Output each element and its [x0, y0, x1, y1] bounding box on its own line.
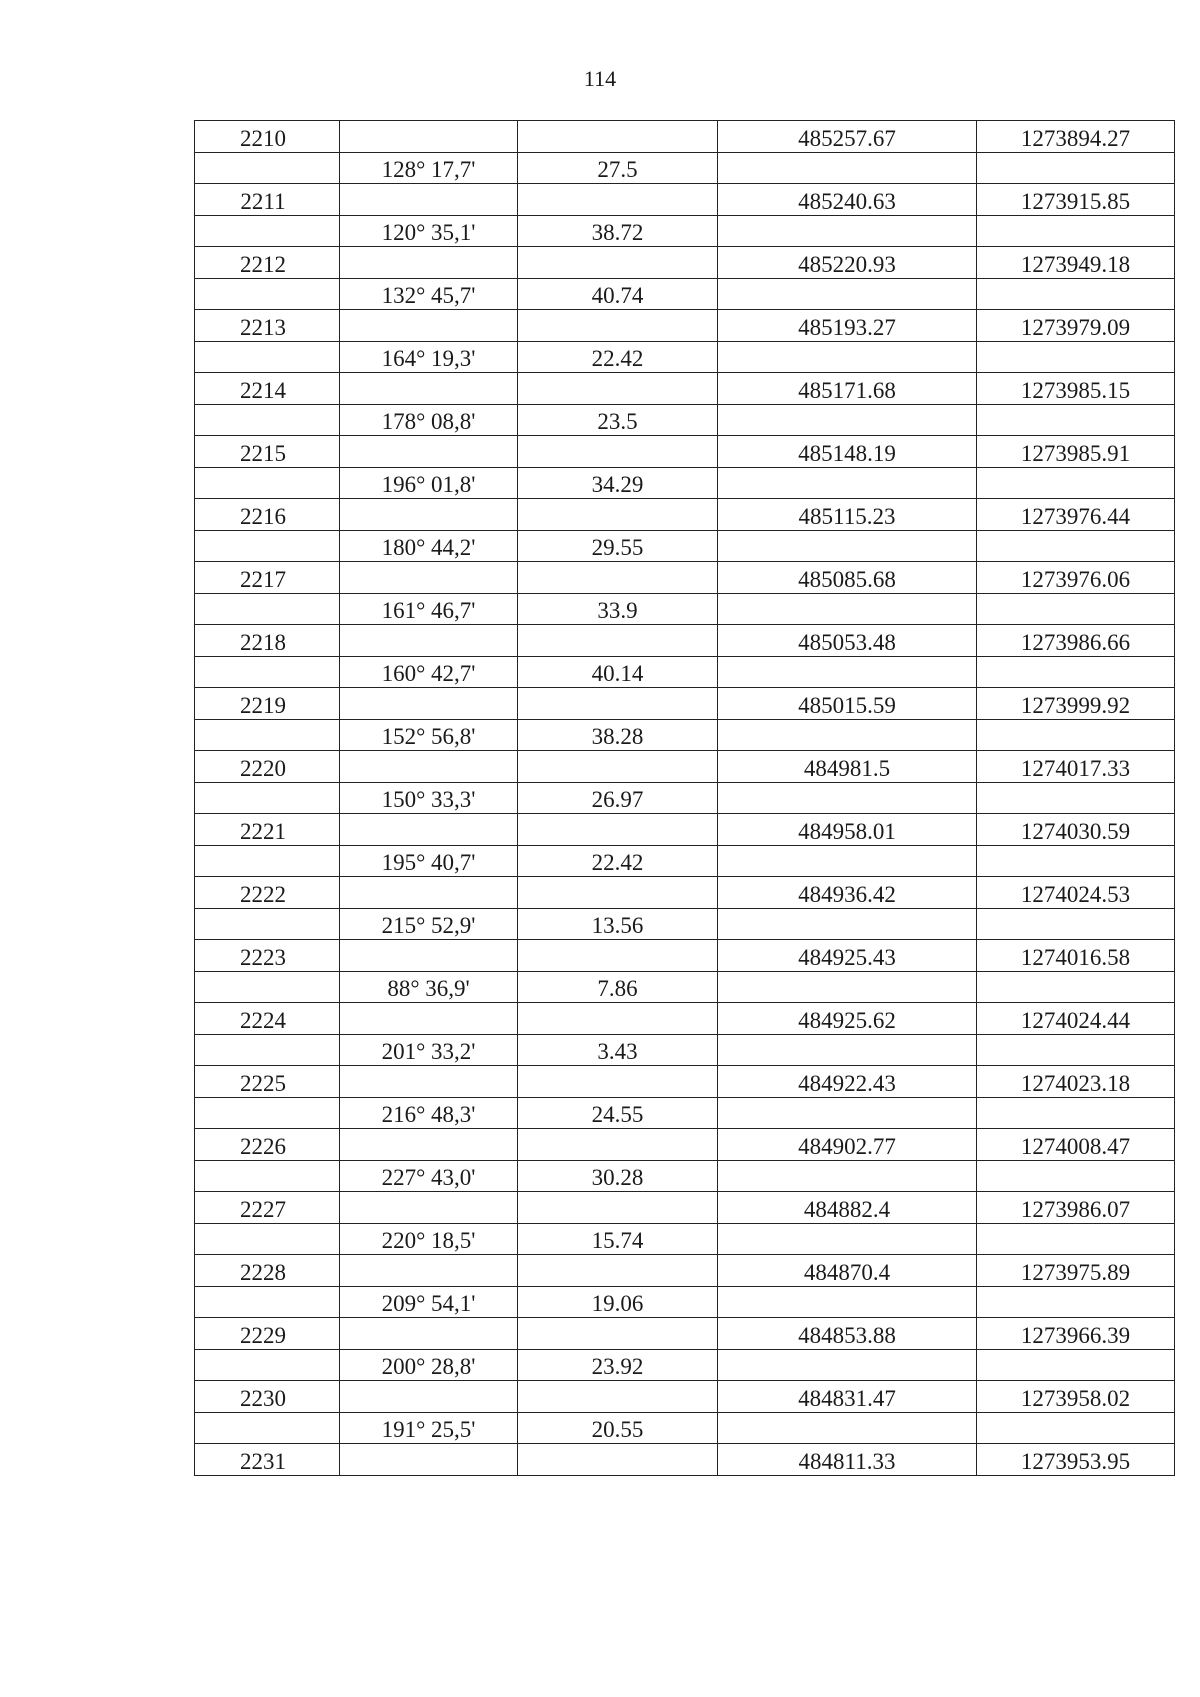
y-coordinate-cell: 1273966.39 [977, 1318, 1175, 1350]
point-number-cell: 2224 [195, 1003, 340, 1035]
x-coordinate-cell [718, 341, 977, 373]
y-coordinate-cell [977, 1034, 1175, 1066]
line-length-cell: 23.5 [518, 404, 718, 436]
x-coordinate-cell [718, 215, 977, 247]
line-length-cell: 22.42 [518, 341, 718, 373]
direction-angle-cell: 201° 33,2' [340, 1034, 518, 1066]
y-coordinate-cell [977, 782, 1175, 814]
y-coordinate-cell: 1273985.91 [977, 436, 1175, 468]
x-coordinate-cell [718, 467, 977, 499]
line-length-cell [518, 814, 718, 846]
x-coordinate-cell [718, 593, 977, 625]
line-length-cell [518, 121, 718, 153]
line-length-cell: 30.28 [518, 1160, 718, 1192]
x-coordinate-cell: 485193.27 [718, 310, 977, 342]
point-number-cell: 2219 [195, 688, 340, 720]
direction-angle-cell: 164° 19,3' [340, 341, 518, 373]
y-coordinate-cell: 1273953.95 [977, 1444, 1175, 1476]
x-coordinate-cell [718, 1034, 977, 1066]
point-row [195, 562, 1175, 594]
x-coordinate-cell: 485171.68 [718, 373, 977, 405]
x-coordinate-cell: 485053.48 [718, 625, 977, 657]
line-length-cell [518, 688, 718, 720]
point-number-cell: 2226 [195, 1129, 340, 1161]
point-number-cell [195, 908, 340, 940]
direction-angle-cell: 178° 08,8' [340, 404, 518, 436]
y-coordinate-cell [977, 908, 1175, 940]
point-row [195, 310, 1175, 342]
line-length-cell: 26.97 [518, 782, 718, 814]
direction-angle-cell [340, 1255, 518, 1287]
point-number-cell: 2223 [195, 940, 340, 972]
point-number-cell: 2217 [195, 562, 340, 594]
point-number-cell: 2216 [195, 499, 340, 531]
direction-angle-cell: 195° 40,7' [340, 845, 518, 877]
direction-angle-cell [340, 562, 518, 594]
y-coordinate-cell [977, 719, 1175, 751]
direction-angle-cell: 200° 28,8' [340, 1349, 518, 1381]
point-row [195, 436, 1175, 468]
line-length-cell: 38.72 [518, 215, 718, 247]
point-number-cell [195, 782, 340, 814]
point-number-cell: 2230 [195, 1381, 340, 1413]
point-row [195, 1003, 1175, 1035]
line-length-cell [518, 562, 718, 594]
line-length-cell [518, 1192, 718, 1224]
x-coordinate-cell: 484925.43 [718, 940, 977, 972]
coordinates-table-body [195, 121, 1175, 1476]
point-number-cell [195, 971, 340, 1003]
direction-angle-cell: 128° 17,7' [340, 152, 518, 184]
direction-angle-cell [340, 1381, 518, 1413]
y-coordinate-cell [977, 1223, 1175, 1255]
y-coordinate-cell: 1274024.44 [977, 1003, 1175, 1035]
point-number-cell [195, 152, 340, 184]
y-coordinate-cell: 1273979.09 [977, 310, 1175, 342]
line-length-cell: 34.29 [518, 467, 718, 499]
point-number-cell: 2213 [195, 310, 340, 342]
line-length-cell [518, 499, 718, 531]
direction-angle-cell [340, 184, 518, 216]
y-coordinate-cell: 1273976.06 [977, 562, 1175, 594]
point-number-cell: 2221 [195, 814, 340, 846]
point-number-cell [195, 1349, 340, 1381]
segment-row [195, 467, 1175, 499]
direction-angle-cell [340, 877, 518, 909]
line-length-cell [518, 1066, 718, 1098]
y-coordinate-cell: 1274017.33 [977, 751, 1175, 783]
line-length-cell [518, 1003, 718, 1035]
point-number-cell: 2210 [195, 121, 340, 153]
segment-row [195, 530, 1175, 562]
segment-row [195, 1097, 1175, 1129]
line-length-cell [518, 247, 718, 279]
y-coordinate-cell: 1273999.92 [977, 688, 1175, 720]
y-coordinate-cell: 1273915.85 [977, 184, 1175, 216]
x-coordinate-cell: 484981.5 [718, 751, 977, 783]
segment-row [195, 152, 1175, 184]
x-coordinate-cell: 484811.33 [718, 1444, 977, 1476]
y-coordinate-cell [977, 971, 1175, 1003]
y-coordinate-cell [977, 341, 1175, 373]
line-length-cell [518, 1381, 718, 1413]
y-coordinate-cell [977, 1160, 1175, 1192]
segment-row [195, 971, 1175, 1003]
point-number-cell: 2215 [195, 436, 340, 468]
direction-angle-cell: 180° 44,2' [340, 530, 518, 562]
point-row [195, 625, 1175, 657]
segment-row [195, 719, 1175, 751]
y-coordinate-cell: 1274008.47 [977, 1129, 1175, 1161]
direction-angle-cell [340, 1192, 518, 1224]
point-number-cell [195, 1034, 340, 1066]
direction-angle-cell: 191° 25,5' [340, 1412, 518, 1444]
line-length-cell [518, 625, 718, 657]
point-row [195, 121, 1175, 153]
line-length-cell [518, 1129, 718, 1161]
point-row [195, 688, 1175, 720]
x-coordinate-cell [718, 152, 977, 184]
direction-angle-cell [340, 751, 518, 783]
line-length-cell [518, 373, 718, 405]
x-coordinate-cell: 484902.77 [718, 1129, 977, 1161]
direction-angle-cell [340, 310, 518, 342]
direction-angle-cell [340, 1066, 518, 1098]
segment-row [195, 341, 1175, 373]
point-number-cell: 2228 [195, 1255, 340, 1287]
point-number-cell [195, 215, 340, 247]
point-number-cell [195, 656, 340, 688]
direction-angle-cell: 132° 45,7' [340, 278, 518, 310]
x-coordinate-cell [718, 782, 977, 814]
direction-angle-cell [340, 1444, 518, 1476]
x-coordinate-cell: 484831.47 [718, 1381, 977, 1413]
direction-angle-cell [340, 1003, 518, 1035]
x-coordinate-cell: 485220.93 [718, 247, 977, 279]
y-coordinate-cell [977, 278, 1175, 310]
point-row [195, 373, 1175, 405]
point-row [195, 751, 1175, 783]
y-coordinate-cell: 1274024.53 [977, 877, 1175, 909]
line-length-cell: 20.55 [518, 1412, 718, 1444]
x-coordinate-cell [718, 971, 977, 1003]
point-number-cell [195, 341, 340, 373]
line-length-cell: 3.43 [518, 1034, 718, 1066]
point-row [195, 1066, 1175, 1098]
point-number-cell: 2218 [195, 625, 340, 657]
line-length-cell [518, 1255, 718, 1287]
segment-row [195, 1412, 1175, 1444]
line-length-cell: 22.42 [518, 845, 718, 877]
y-coordinate-cell [977, 1286, 1175, 1318]
point-number-cell: 2225 [195, 1066, 340, 1098]
segment-row [195, 656, 1175, 688]
y-coordinate-cell: 1273985.15 [977, 373, 1175, 405]
x-coordinate-cell: 484936.42 [718, 877, 977, 909]
y-coordinate-cell: 1273976.44 [977, 499, 1175, 531]
y-coordinate-cell: 1274023.18 [977, 1066, 1175, 1098]
direction-angle-cell [340, 814, 518, 846]
segment-row [195, 278, 1175, 310]
y-coordinate-cell: 1273958.02 [977, 1381, 1175, 1413]
x-coordinate-cell [718, 719, 977, 751]
direction-angle-cell [340, 247, 518, 279]
line-length-cell: 19.06 [518, 1286, 718, 1318]
x-coordinate-cell: 485257.67 [718, 121, 977, 153]
x-coordinate-cell: 485148.19 [718, 436, 977, 468]
x-coordinate-cell [718, 845, 977, 877]
x-coordinate-cell: 484922.43 [718, 1066, 977, 1098]
direction-angle-cell: 88° 36,9' [340, 971, 518, 1003]
point-row [195, 1444, 1175, 1476]
point-row [195, 814, 1175, 846]
y-coordinate-cell [977, 1097, 1175, 1129]
point-row [195, 247, 1175, 279]
line-length-cell: 7.86 [518, 971, 718, 1003]
x-coordinate-cell: 484853.88 [718, 1318, 977, 1350]
line-length-cell: 29.55 [518, 530, 718, 562]
y-coordinate-cell [977, 530, 1175, 562]
point-number-cell [195, 278, 340, 310]
point-row [195, 184, 1175, 216]
direction-angle-cell: 120° 35,1' [340, 215, 518, 247]
segment-row [195, 782, 1175, 814]
point-row [195, 1381, 1175, 1413]
line-length-cell [518, 184, 718, 216]
y-coordinate-cell: 1273986.66 [977, 625, 1175, 657]
direction-angle-cell [340, 436, 518, 468]
point-row [195, 499, 1175, 531]
line-length-cell: 38.28 [518, 719, 718, 751]
x-coordinate-cell [718, 1349, 977, 1381]
x-coordinate-cell: 484882.4 [718, 1192, 977, 1224]
point-number-cell [195, 719, 340, 751]
point-number-cell: 2220 [195, 751, 340, 783]
line-length-cell [518, 1444, 718, 1476]
x-coordinate-cell [718, 404, 977, 436]
point-number-cell [195, 1097, 340, 1129]
direction-angle-cell [340, 1129, 518, 1161]
segment-row [195, 593, 1175, 625]
direction-angle-cell: 220° 18,5' [340, 1223, 518, 1255]
y-coordinate-cell: 1274030.59 [977, 814, 1175, 846]
point-number-cell [195, 593, 340, 625]
x-coordinate-cell [718, 1160, 977, 1192]
x-coordinate-cell [718, 908, 977, 940]
point-number-cell [195, 1160, 340, 1192]
point-number-cell [195, 404, 340, 436]
y-coordinate-cell [977, 152, 1175, 184]
point-number-cell [195, 1223, 340, 1255]
line-length-cell: 24.55 [518, 1097, 718, 1129]
segment-row [195, 1286, 1175, 1318]
direction-angle-cell [340, 940, 518, 972]
x-coordinate-cell: 485085.68 [718, 562, 977, 594]
point-number-cell [195, 1412, 340, 1444]
line-length-cell: 23.92 [518, 1349, 718, 1381]
segment-row [195, 1223, 1175, 1255]
x-coordinate-cell: 484870.4 [718, 1255, 977, 1287]
coordinates-table [194, 120, 1175, 1476]
direction-angle-cell [340, 499, 518, 531]
point-number-cell: 2222 [195, 877, 340, 909]
x-coordinate-cell: 485015.59 [718, 688, 977, 720]
point-number-cell: 2212 [195, 247, 340, 279]
direction-angle-cell: 152° 56,8' [340, 719, 518, 751]
segment-row [195, 215, 1175, 247]
direction-angle-cell: 227° 43,0' [340, 1160, 518, 1192]
point-number-cell: 2211 [195, 184, 340, 216]
point-row [195, 940, 1175, 972]
segment-row [195, 1349, 1175, 1381]
line-length-cell: 40.14 [518, 656, 718, 688]
y-coordinate-cell [977, 1412, 1175, 1444]
point-row [195, 1318, 1175, 1350]
line-length-cell: 33.9 [518, 593, 718, 625]
point-number-cell: 2227 [195, 1192, 340, 1224]
direction-angle-cell [340, 121, 518, 153]
direction-angle-cell: 209° 54,1' [340, 1286, 518, 1318]
x-coordinate-cell [718, 530, 977, 562]
direction-angle-cell: 160° 42,7' [340, 656, 518, 688]
page-number: 114 [583, 66, 617, 91]
direction-angle-cell: 150° 33,3' [340, 782, 518, 814]
direction-angle-cell [340, 1318, 518, 1350]
y-coordinate-cell [977, 845, 1175, 877]
segment-row [195, 404, 1175, 436]
direction-angle-cell: 161° 46,7' [340, 593, 518, 625]
y-coordinate-cell [977, 467, 1175, 499]
y-coordinate-cell: 1273975.89 [977, 1255, 1175, 1287]
segment-row [195, 1160, 1175, 1192]
x-coordinate-cell: 485115.23 [718, 499, 977, 531]
y-coordinate-cell [977, 215, 1175, 247]
y-coordinate-cell: 1273949.18 [977, 247, 1175, 279]
line-length-cell [518, 310, 718, 342]
y-coordinate-cell [977, 593, 1175, 625]
line-length-cell [518, 877, 718, 909]
line-length-cell: 40.74 [518, 278, 718, 310]
y-coordinate-cell [977, 404, 1175, 436]
point-number-cell: 2229 [195, 1318, 340, 1350]
point-row [195, 1192, 1175, 1224]
point-number-cell: 2214 [195, 373, 340, 405]
direction-angle-cell: 215° 52,9' [340, 908, 518, 940]
x-coordinate-cell [718, 1412, 977, 1444]
y-coordinate-cell [977, 656, 1175, 688]
x-coordinate-cell [718, 1286, 977, 1318]
x-coordinate-cell [718, 1097, 977, 1129]
line-length-cell [518, 940, 718, 972]
x-coordinate-cell: 484925.62 [718, 1003, 977, 1035]
segment-row [195, 908, 1175, 940]
direction-angle-cell [340, 373, 518, 405]
x-coordinate-cell: 484958.01 [718, 814, 977, 846]
segment-row [195, 845, 1175, 877]
y-coordinate-cell: 1273894.27 [977, 121, 1175, 153]
x-coordinate-cell [718, 278, 977, 310]
direction-angle-cell: 216° 48,3' [340, 1097, 518, 1129]
point-number-cell [195, 845, 340, 877]
direction-angle-cell [340, 625, 518, 657]
x-coordinate-cell [718, 1223, 977, 1255]
y-coordinate-cell: 1274016.58 [977, 940, 1175, 972]
point-row [195, 1129, 1175, 1161]
segment-row [195, 1034, 1175, 1066]
line-length-cell: 27.5 [518, 152, 718, 184]
direction-angle-cell: 196° 01,8' [340, 467, 518, 499]
line-length-cell [518, 1318, 718, 1350]
point-number-cell: 2231 [195, 1444, 340, 1476]
line-length-cell [518, 751, 718, 783]
point-row [195, 1255, 1175, 1287]
point-number-cell [195, 467, 340, 499]
x-coordinate-cell [718, 656, 977, 688]
point-number-cell [195, 1286, 340, 1318]
y-coordinate-cell [977, 1349, 1175, 1381]
line-length-cell [518, 436, 718, 468]
point-row [195, 877, 1175, 909]
point-number-cell [195, 530, 340, 562]
line-length-cell: 15.74 [518, 1223, 718, 1255]
y-coordinate-cell: 1273986.07 [977, 1192, 1175, 1224]
x-coordinate-cell: 485240.63 [718, 184, 977, 216]
line-length-cell: 13.56 [518, 908, 718, 940]
direction-angle-cell [340, 688, 518, 720]
